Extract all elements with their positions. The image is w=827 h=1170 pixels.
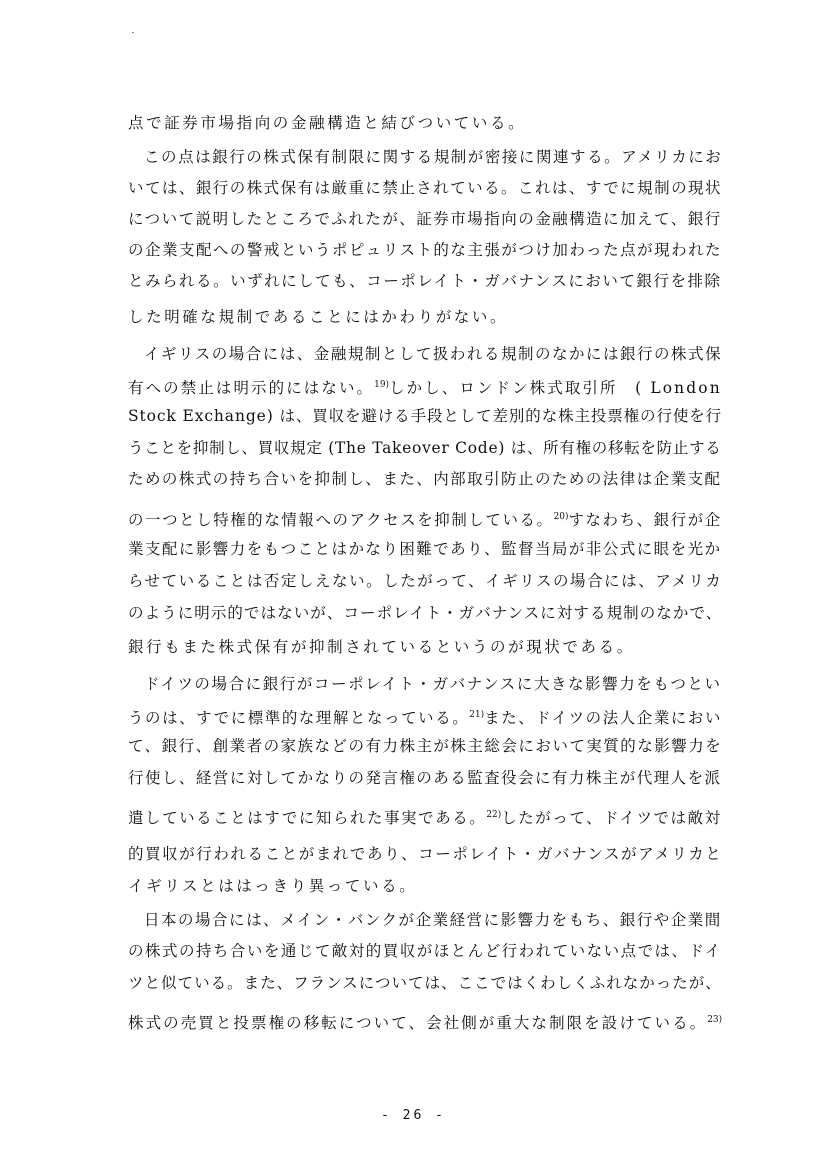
text-line: の企業支配への警戒というポピュリスト的な主張がつけ加わった点が現われた [128, 241, 723, 259]
text-line: うことを抑制し、買収規定 (The Takeover Code) は、所有権の移転を防止する [128, 439, 722, 457]
text-line: 業支配に影響力をもつことはかなり困難であり、監督当局が非公式に眼を光か [128, 540, 722, 558]
text-line: うのは、すでに標準的な理解となっている。$^{21)}$また、ドイツの法人企業におい [128, 709, 722, 728]
text-line: のように明示的ではないが、コーポレイト・ガバナンスに対する規制のなかで、 [128, 604, 723, 622]
text-line: の一つとし特権的な情報へのアクセスを抑制している。$^{20)}$すなわち、銀行が企 [128, 511, 722, 530]
text-line: らせていることは否定しえない。したがって、イギリスの場合には、アメリカ [128, 572, 723, 590]
text-line: した明確な規制であることにはかわりがない。 [128, 308, 509, 326]
footnote-marker: 20) [553, 512, 569, 522]
text-line: の株式の持ち合いを通じて敵対的買収がほとんど行われていない点では、ドイ [128, 942, 722, 960]
page-number: - 26 - [381, 1108, 446, 1123]
text-line: イギリスの場合には、金融規制として扱われる規制のなかには銀行の株式保 [144, 345, 723, 363]
footnote-marker: 21) [469, 710, 485, 720]
text-line: Stock Exchange) は、買収を避ける手段として差別的な株主投票権の行使を行 [128, 407, 723, 425]
text-line: 銀行もまた株式保有が抑制されているというのが現状である。 [128, 638, 635, 656]
text-line: イギリスとははっきり異っている。 [128, 877, 418, 895]
text-line: て、銀行、創業者の家族などの有力株主が株主総会において実質的な影響力を [128, 737, 723, 755]
text-line: 行使し、経営に対してかなりの発言権のある監査役会に有力株主が代理人を派 [128, 769, 722, 787]
footnote-marker: 19) [374, 380, 390, 390]
text-line: 有への禁止は明示的にはない。$^{19)}$しかし、ロンドン株式取引所 ( London [128, 379, 722, 398]
text-line: について説明したところでふれたが、証券市場指向の金融構造に加えて、銀行 [128, 210, 722, 228]
scan-speck [132, 32, 134, 33]
text-line: 日本の場合には、メイン・バンクが企業経営に影響力をもち、銀行や企業間 [144, 911, 722, 929]
text-line: いては、銀行の株式保有は厳重に禁止されている。これは、すでに規制の現状 [128, 179, 722, 197]
text-line: ツと似ている。また、フランスについては、ここではくわしくふれなかったが、 [128, 974, 722, 992]
text-line: この点は銀行の株式保有制限に関する規制が密接に関連する。アメリカにお [144, 148, 723, 166]
text-line: 株式の売買と投票権の移転について、会社側が重大な制限を設けている。$^{23)}$ [128, 1014, 723, 1033]
text-line: とみられる。いずれにしても、コーポレイト・ガバナンスにおいて銀行を排除 [128, 272, 722, 290]
text-line: 遣していることはすでに知られた事実である。$^{22)}$したがって、ドイツでは敵対 [128, 809, 722, 828]
text-line: ための株式の持ち合いを抑制し、また、内部取引防止のための法律は企業支配 [128, 470, 722, 488]
footnote-marker: 23) [707, 1015, 723, 1025]
text-line: ドイツの場合に銀行がコーポレイト・ガバナンスに大きな影響力をもつとい [144, 675, 722, 693]
footnote-marker: 22) [486, 810, 502, 820]
text-line: 的買収が行われることがまれであり、コーポレイト・ガバナンスがアメリカと [128, 845, 723, 863]
text-line: 点で証券市場指向の金融構造と結びついている。 [128, 114, 527, 132]
